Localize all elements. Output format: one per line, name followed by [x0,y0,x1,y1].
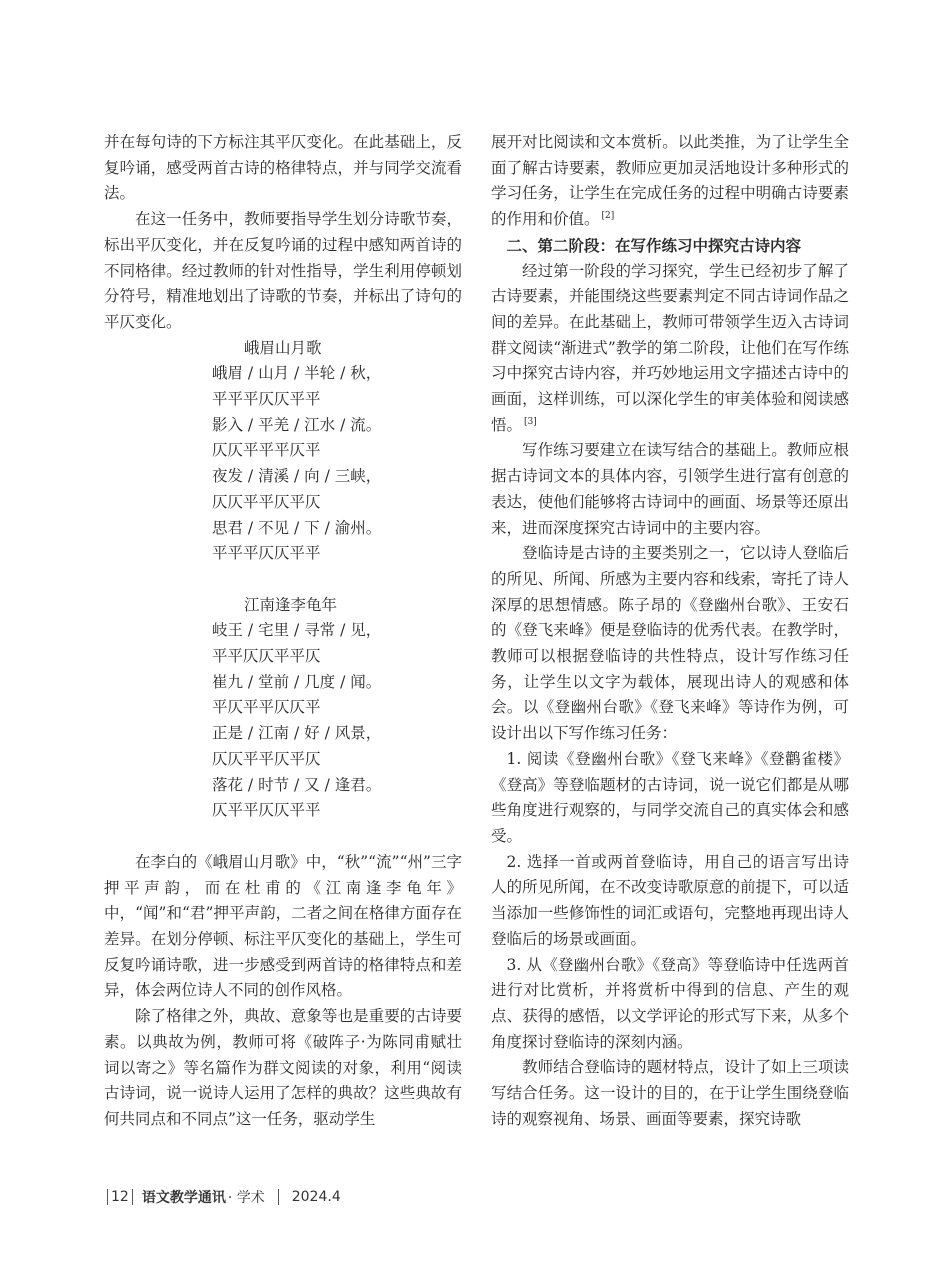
poem-title: 峨眉山月歌 [244,338,322,357]
poem-block [104,593,462,824]
section-heading: 二、第二阶段：在写作练习中探究古诗内容 [506,235,802,255]
paragraph: 教师结合登临诗的题材特点，设计了如上三项读写结合任务。这一设计的目的，在于让学生围绕登临诗的观察视角、场景、画面等要素，探究诗歌 [491,1058,849,1128]
paragraph: 写作练习要建立在读写结合的基础上。教师应根据古诗词文本的具体内容，引领学生进行富有创意的表达，使他们能够将古诗词中的画面、场景等还原出来，进而深度探究古诗词中的主要内容。 [491,441,849,537]
poem-line: 岐王 / 宅里 / 寻常 / 见， [212,621,382,640]
paragraph [491,130,849,233]
spacer [104,824,462,850]
page-number: 12 [111,1189,129,1205]
paragraph: 除了格律之外，典故、意象等也是重要的古诗要素。以典故为例，教师可将《破阵子·为陈同甫赋壮词以寄之》等名篇作为群文阅读的对象，利用“阅读古诗词，说一说诗人运用了怎样的典故？这些典故有何共同点和不同点”这一任务，驱动学生 [104,1007,462,1128]
paragraph: 在这一任务中，教师要指导学生划分诗歌节奏，标出平仄变化，并在反复吟诵的过程中感知两首诗的不同格律。经过教师的针对性指导，学生利用停顿划分符号，精准地划出了诗歌的节奏，并标出了诗句的平仄变化。 [104,210,462,331]
journal-section: · 学术 [227,1190,265,1206]
task-item: 2. 选择一首或两首登临诗，用自己的语言写出诗人的所见所闻，在不改变诗歌原意的前提下，可以适当添加一些修饰性的词汇或语句，完整地再现出诗人登临后的场景或画面。 [491,852,849,948]
paragraph: 并在每句诗的下方标注其平仄变化。在此基础上，反复吟诵，感受两首古诗的格律特点，并与同学交流看法。 [104,133,462,203]
divider [107,1189,108,1205]
poem-line: 崔九 / 堂前 / 几度 / 闻。 [212,672,382,691]
tone-line: 平平仄仄平平仄 [212,647,321,666]
paragraph: 在李白的《峨眉山月歌》中，“秋”“流”“州”三字押平声韵，而在杜甫的《江南逢李龟年》中，“闻”和“君”押平声韵，二者之间在格律方面存在差异。在划分停顿、标注平仄变化的基础上，学生可反复吟诵诗歌，进一步感受到两首诗的格律特点和差异，体会两位诗人不同的创作风格。 [104,852,462,1000]
issue-date: 2024.4 [291,1189,341,1205]
tone-line: 平仄平平仄仄平 [212,698,321,717]
poem-line: 影入 / 平羌 / 江水 / 流。 [212,415,382,434]
paragraph-text: 展开对比阅读和文本赏析。以此类推，为了让学生全面了解古诗要素，教师应更加灵活地设计多种形式的学习任务，让学生在完成任务的过程中明确古诗要素的作用和价值。 [491,133,849,229]
right-column [491,130,849,1132]
page-footer [104,1187,341,1207]
journal-name: 语文教学通讯 [141,1190,226,1206]
task-item: 3. 从《登幽州台歌》《登高》等登临诗中任选两首进行对比赏析，并将赏析中得到的信息、产生的观点、获得的感悟，以文学评论的形式写下来，从多个角度探讨登临诗的深刻内涵。 [491,955,849,1051]
tone-line: 仄仄平平仄平仄 [212,749,321,768]
tone-line: 平平平仄仄平平 [212,544,321,563]
poem-line: 落花 / 时节 / 又 / 逢君。 [212,775,382,794]
paragraph: 登临诗是古诗的主要类别之一，它以诗人登临后的所见、所闻、所感为主要内容和线索，寄托了诗人深厚的思想情感。陈子昂的《登幽州台歌》、王安石的《登飞来峰》便是登临诗的优秀代表。在教学时，教师可以根据登临诗的共性特点，设计写作练习任务，让学生以文字为载体，展现出诗人的观感和体会。以《登幽州台歌》《登飞来峰》等诗作为例，可设计出以下写作练习任务： [491,544,849,743]
poem-line: 峨眉 / 山月 / 半轮 / 秋， [212,364,382,383]
tone-line: 平平平仄仄平平 [212,390,321,409]
paragraph-text: 经过第一阶段的学习探究，学生已经初步了解了古诗要素，并能围绕这些要素判定不同古诗词作品之间的差异。在此基础上，教师可带领学生迈入古诗词群文阅读“渐进式”教学的第二阶段，让他们在写作练习中探究古诗内容，并巧妙地运用文字描述古诗中的画面，这样训练，可以深化学生的审美体验和阅读感悟。 [491,261,849,434]
divider [132,1189,133,1205]
citation: [2] [601,210,615,221]
paragraph [491,259,849,439]
tone-line: 仄仄平平平仄平 [212,441,321,460]
poem-line: 夜发 / 清溪 / 向 / 三峡， [212,467,382,486]
poem-block [104,336,462,567]
poem-line: 思君 / 不见 / 下 / 渝州。 [212,518,382,537]
citation: [3] [524,416,537,427]
poem-title: 江南逢李龟年 [244,595,338,614]
left-column [104,130,462,1133]
task-item: 1. 阅读《登幽州台歌》《登飞来峰》《登鹳雀楼》《登高》等登临题材的古诗词，说一说它们都是从哪些角度进行观察的，与同学交流自己的真实体会和感受。 [491,749,849,845]
tone-line: 仄仄平平仄平仄 [212,492,321,511]
poem-line: 正是 / 江南 / 好 / 风景， [212,724,382,743]
tone-line: 仄平平仄仄平平 [212,801,321,820]
divider [278,1189,279,1205]
spacer [104,567,462,593]
